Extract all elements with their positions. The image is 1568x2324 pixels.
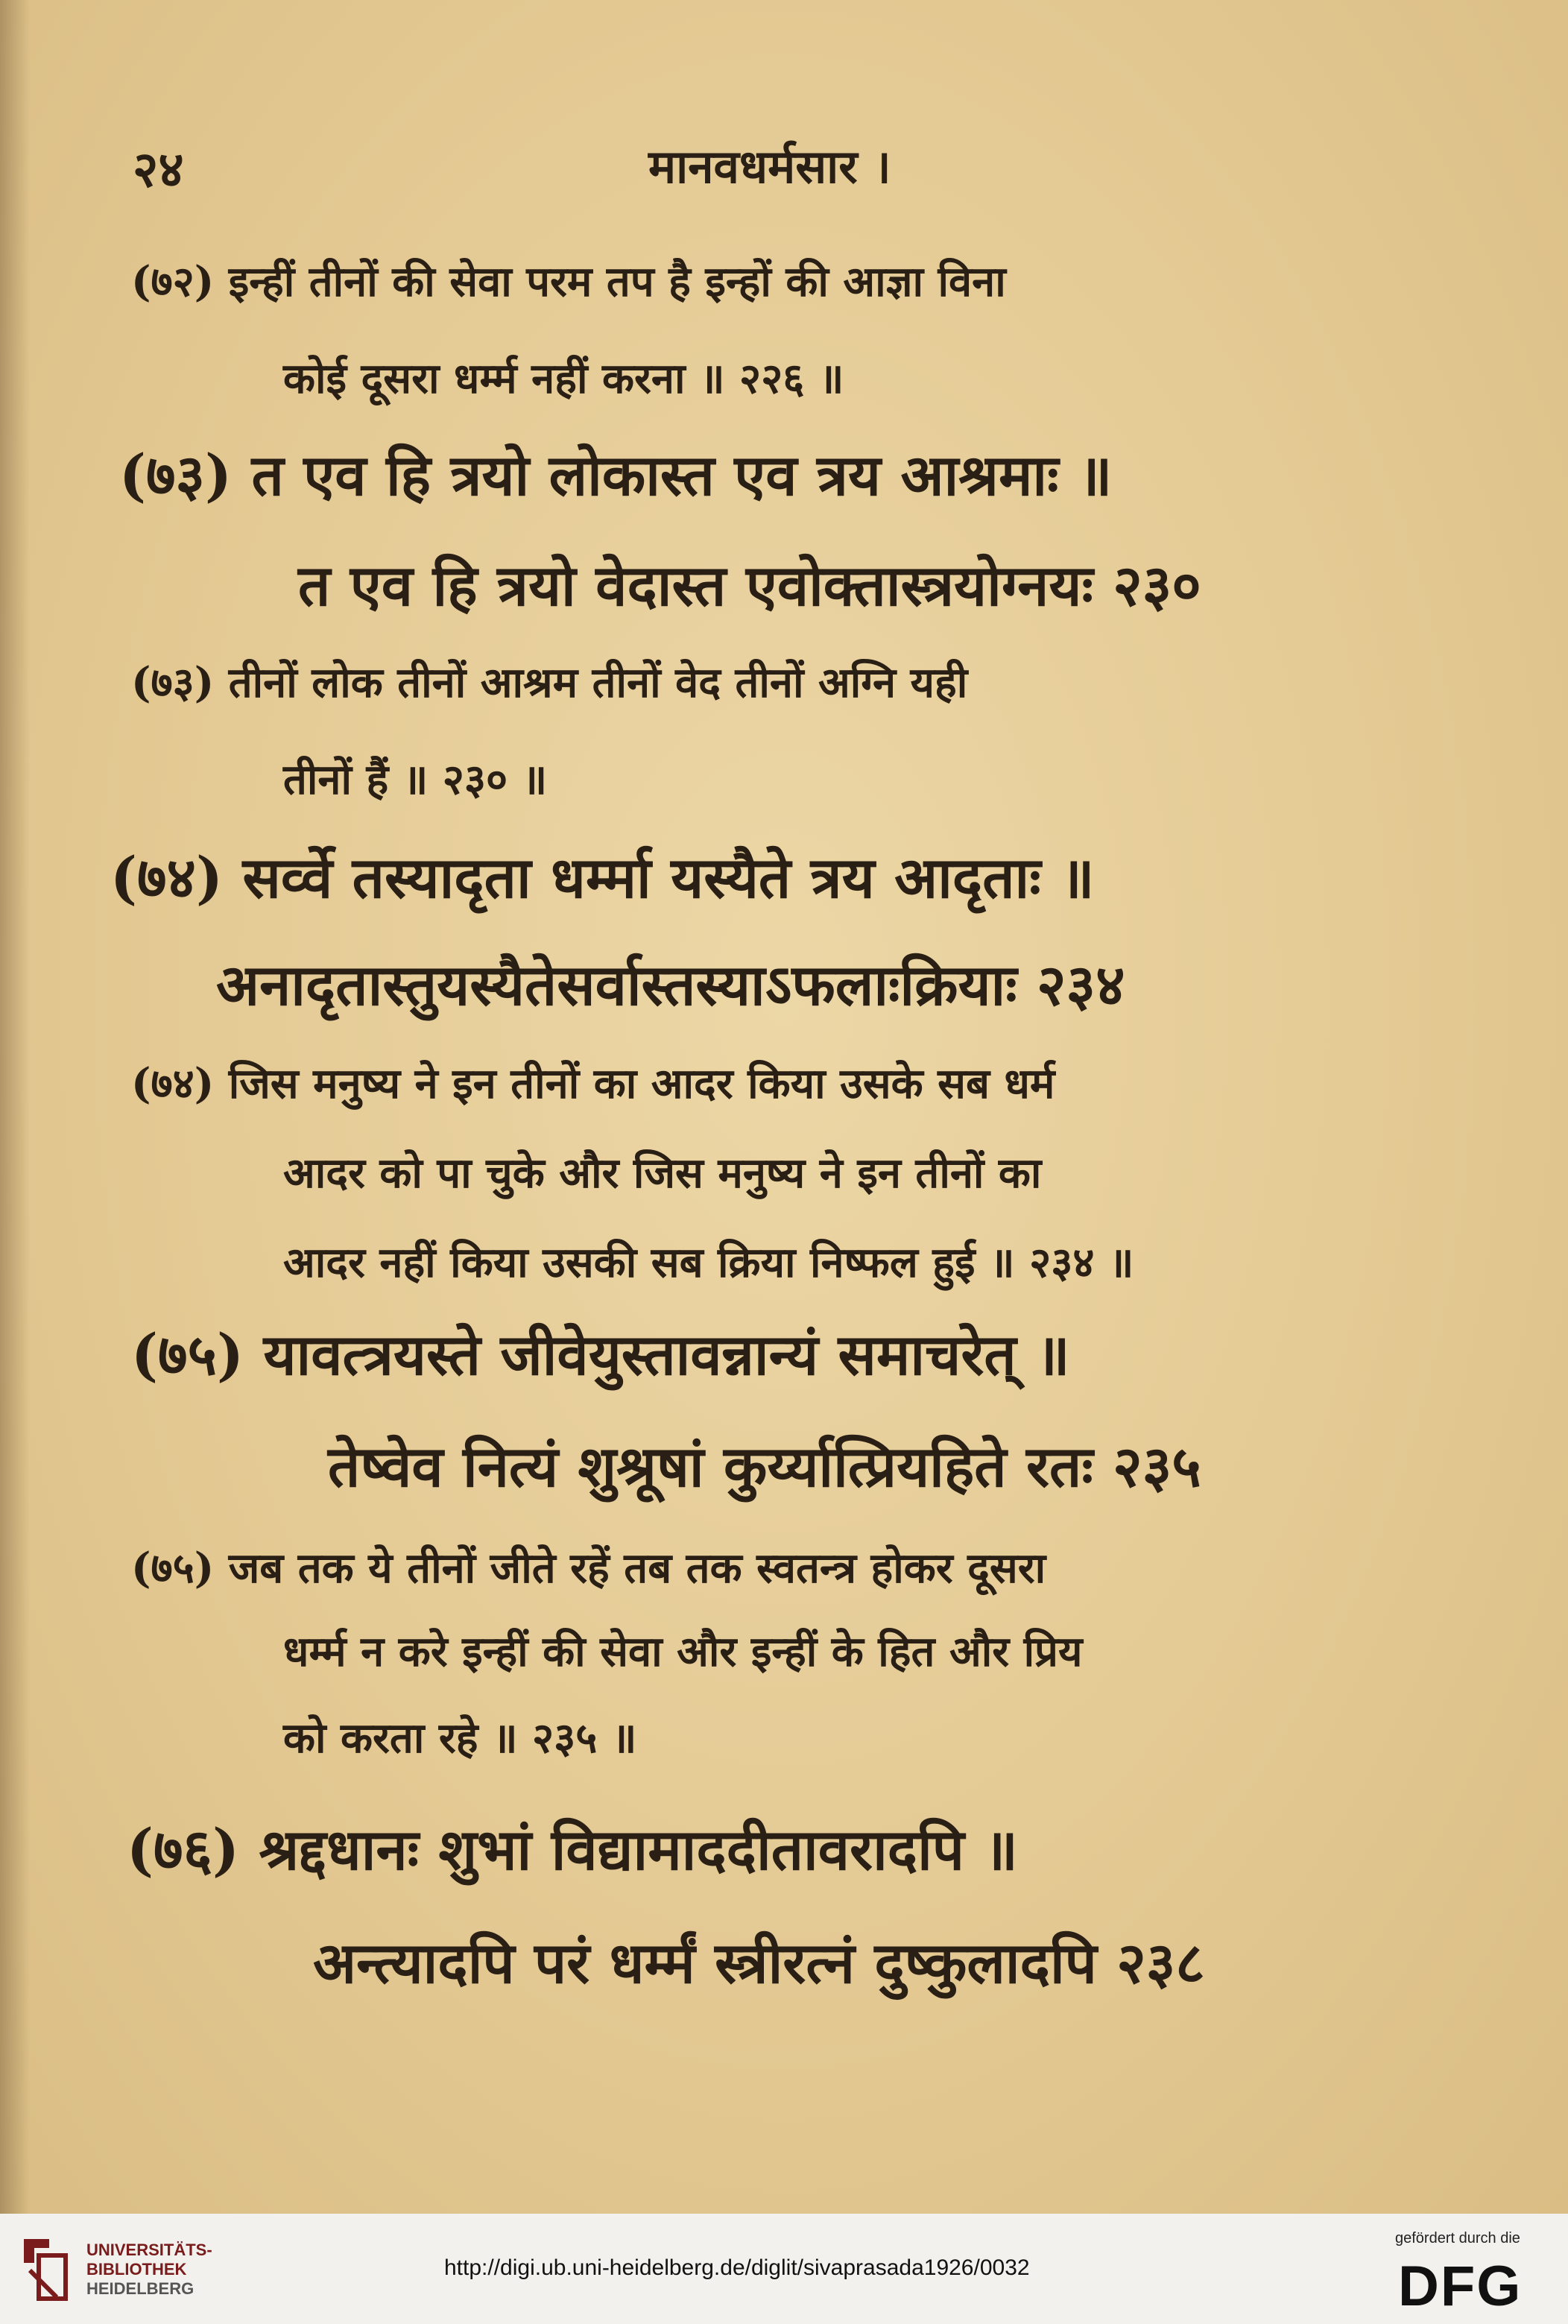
verse-line xyxy=(131,257,1006,306)
verse-text: जिस मनुष्य ने इन तीनों का आदर किया उसके सब धर्म xyxy=(228,1059,1055,1108)
library-name-line: HEIDELBERG xyxy=(86,2279,195,2298)
verse-line xyxy=(283,354,844,403)
verse-text: धर्म्म न करे इन्हीं की सेवा और इन्हीं के हित और प्रिय xyxy=(283,1627,1083,1676)
verse-text: तीनों हैं ॥ २३० ॥ xyxy=(283,755,548,804)
verse-text: तीनों लोक तीनों आश्रम तीनों वेद तीनों अग्नि यही xyxy=(228,658,968,707)
verse-text: त एव हि त्रयो लोकास्त एव त्रय आश्रमाः ॥ xyxy=(251,442,1113,508)
verse-number: (७४) xyxy=(131,1059,215,1108)
verse-line xyxy=(283,755,548,804)
verse-line xyxy=(313,1930,1205,1996)
verse-text: यावत्त्रयस्ते जीवेयुस्तावन्नान्यं समाचरेत् ॥ xyxy=(263,1322,1070,1388)
funding-note: gefördert durch die xyxy=(1395,2230,1520,2246)
verse-line xyxy=(216,952,1125,1018)
verse-text: सर्व्वे तस्यादृता धर्म्मा यस्यैते त्रय आदृताः ॥ xyxy=(242,844,1095,911)
verse-text: अनादृतास्तुयस्यैतेसर्वास्तस्याऽफलाःक्रियाः २३४ xyxy=(216,952,1125,1018)
verse-number: (७५) xyxy=(131,1322,244,1388)
verse-line xyxy=(127,1816,1018,1883)
verse-line xyxy=(283,1238,1134,1287)
verse-line xyxy=(328,1433,1201,1500)
library-name-line: BIBLIOTHEK xyxy=(86,2260,187,2279)
verse-number: (७२) xyxy=(131,257,215,306)
verse-text: कोई दूसरा धर्म्म नहीं करना ॥ २२६ ॥ xyxy=(283,354,844,403)
verse-line xyxy=(283,1627,1083,1676)
verse-line xyxy=(283,1149,1042,1198)
verse-line xyxy=(283,1714,637,1763)
running-title: मानवधर्मसार । xyxy=(648,139,891,194)
viewer-footer xyxy=(0,2214,1568,2324)
library-name-line: UNIVERSITÄTS- xyxy=(86,2241,212,2259)
verse-text: आदर नहीं किया उसकी सब क्रिया निष्फल हुई ॥ २३४ ॥ xyxy=(283,1238,1134,1287)
verse-text: श्रद्दधानः शुभां विद्यामाददीतावरादपि ॥ xyxy=(259,1816,1018,1883)
verse-line xyxy=(131,1322,1070,1388)
verse-line xyxy=(131,1059,1055,1108)
page-edge-shadow xyxy=(0,0,30,2214)
permalink-url[interactable]: http://digi.ub.uni-heidelberg.de/diglit/sivaprasada1926/0032 xyxy=(444,2255,1030,2280)
verse-text: त एव हि त्रयो वेदास्त एवोक्तास्त्रयोग्नयः २३० xyxy=(298,552,1201,619)
verse-text: इन्हीं तीनों की सेवा परम तप है इन्हों की आज्ञा विना xyxy=(228,257,1006,306)
verse-number: (७६) xyxy=(127,1816,239,1883)
dfg-logo: DFG xyxy=(1398,2255,1523,2318)
verse-text: आदर को पा चुके और जिस मनुष्य ने इन तीनों का xyxy=(283,1149,1042,1198)
verse-line xyxy=(298,552,1201,619)
verse-number: (७३) xyxy=(119,442,232,508)
library-name xyxy=(86,2241,212,2299)
verse-text: जब तक ये तीनों जीते रहें तब तक स्वतन्त्र होकर दूसरा xyxy=(228,1544,1046,1593)
verse-number: (७४) xyxy=(110,844,223,911)
verse-line xyxy=(131,658,968,707)
verse-line xyxy=(131,1544,1046,1593)
university-library-logo xyxy=(19,2233,72,2305)
verse-line xyxy=(119,442,1113,508)
verse-text: तेष्वेव नित्यं शुश्रूषां कुर्य्यात्प्रियहिते रतः २३५ xyxy=(328,1433,1201,1500)
page-number: २४ xyxy=(133,140,184,198)
verse-line xyxy=(110,844,1095,911)
verse-text: अन्त्यादपि परं धर्म्मं स्त्रीरत्नं दुष्कुलादपि २३८ xyxy=(313,1930,1205,1996)
verse-number: (७५) xyxy=(131,1544,215,1593)
verse-text: को करता रहे ॥ २३५ ॥ xyxy=(283,1714,637,1763)
verse-number: (७३) xyxy=(131,658,215,707)
